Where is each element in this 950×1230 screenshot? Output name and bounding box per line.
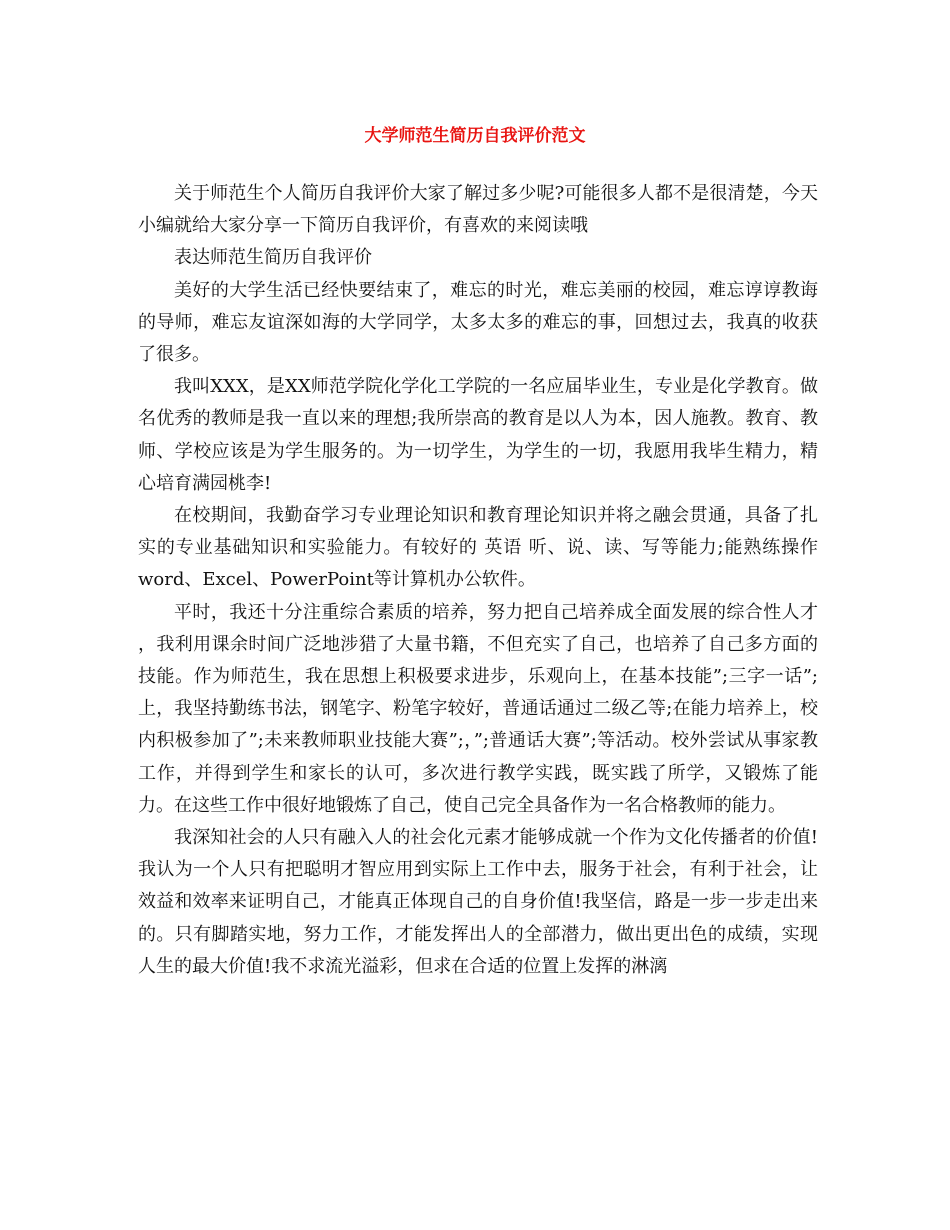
- paragraph-intro: 关于师范生个人简历自我评价大家了解过多少呢?可能很多人都不是很清楚，今天小编就给大家分享一下简历自我评价，有喜欢的来阅读哦: [138, 183, 818, 237]
- paragraph-5: 我深知社会的人只有融入人的社会化元素才能够成就一个作为文化传播者的价值!我认为一个人只有把聪明才智应用到实际上工作中去，服务于社会，有利于社会，让效益和效率来证明自己，才能真正体现自己的自身价值!我坚信，路是一步一步走出来的。只有脚踏实地，努力工作，才能发挥出人的全部潜力，做出更出色的成绩，实现人生的最大价值!我不求流光溢彩，但求在合适的位置上发挥的淋漓: [138, 827, 818, 977]
- document-body: [138, 178, 818, 983]
- paragraph-3: 在校期间，我勤奋学习专业理论知识和教育理论知识并将之融会贯通，具备了扎实的专业基础知识和实验能力。有较好的 英语 听、说、读、写等能力;能熟练操作word、Excel、PowerPoint等计算机办公软件。: [138, 505, 818, 591]
- paragraph-2: 我叫XXX，是XX师范学院化学化工学院的一名应届毕业生，专业是化学教育。做名优秀的教师是我一直以来的理想;我所崇高的教育是以人为本，因人施教。教育、教师、学校应该是为学生服务的。为一切学生，为学生的一切，我愿用我毕生精力，精心培育满园桃李!: [138, 376, 818, 494]
- paragraph-subheading: 表达师范生简历自我评价: [174, 247, 372, 269]
- paragraph-1: 美好的大学生活已经快要结束了，难忘的时光，难忘美丽的校园，难忘谆谆教诲的导师，难忘友谊深如海的大学同学，太多太多的难忘的事，回想过去，我真的收获了很多。: [138, 279, 818, 366]
- document-title: 大学师范生简历自我评价范文: [364, 126, 586, 146]
- paragraph-4: 平时，我还十分注重综合素质的培养，努力把自己培养成全面发展的综合性人才 ，我利用课余时间广泛地涉猎了大量书籍，不但充实了自己，也培养了自己多方面的技能。作为师范生，我在思想上积极要求进步，乐观向上，在基本技能”;三字一话”;上，我坚持勤练书法，钢笔字、粉笔字较好，普通话通过二级乙等;在能力培养上，校内积极参加了”;未来教师职业技能大赛”;，”;普通话大赛”;等活动。校外尝试从事家教工作，并得到学生和家长的认可，多次进行教学实践，既实践了所学，又锻炼了能力。在这些工作中很好地锻炼了自己，使自己完全具备作为一名合格教师的能力。: [138, 601, 818, 816]
